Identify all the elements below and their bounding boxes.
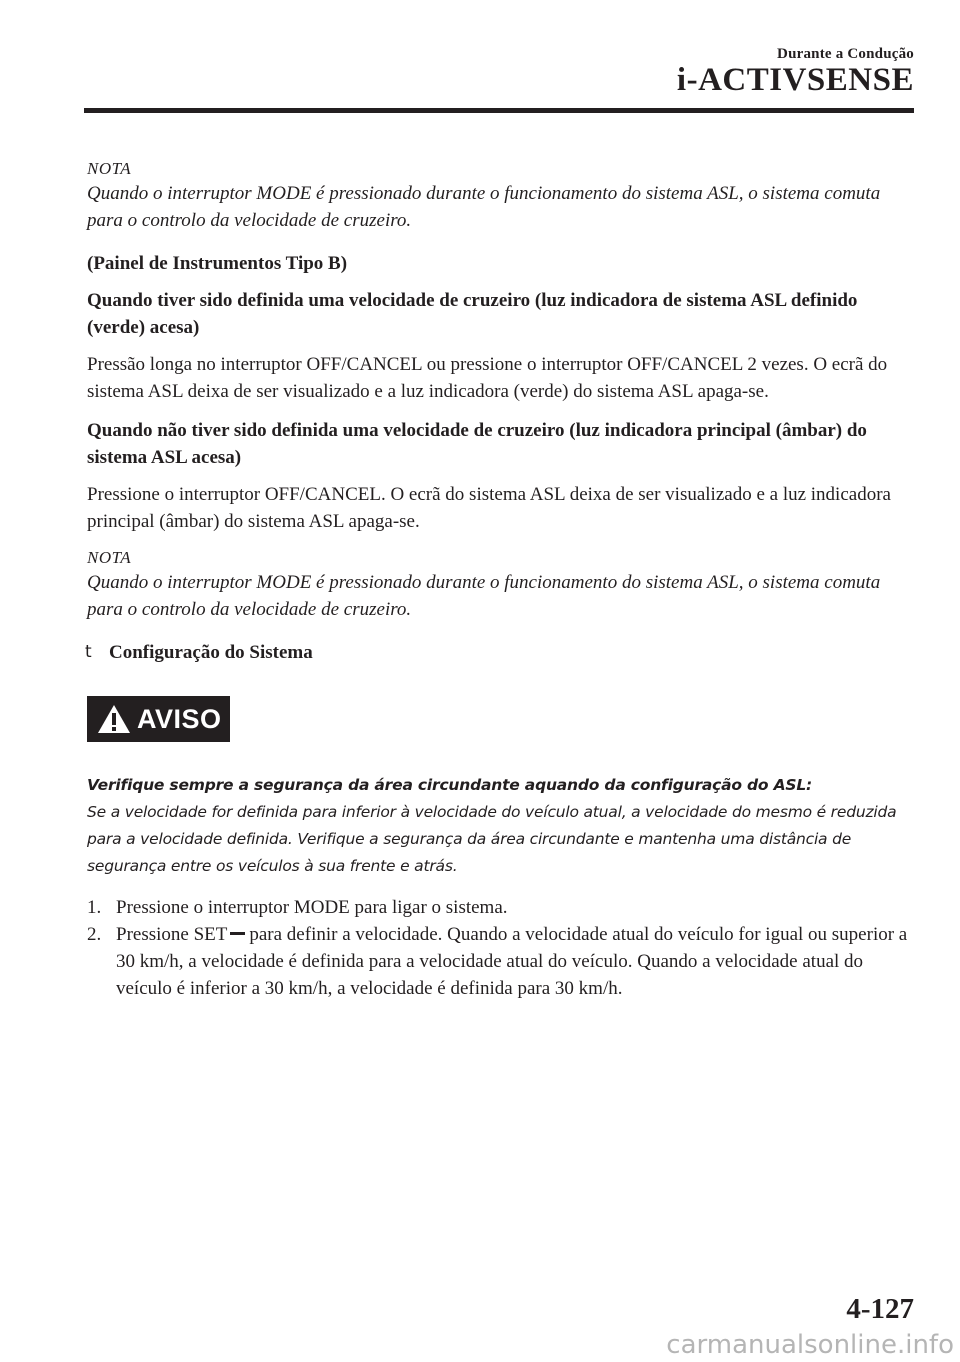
panel-type-heading: (Painel de Instrumentos Tipo B) (87, 253, 348, 274)
paragraph-speed-not-defined: Pressione o interruptor OFF/CANCEL. O ecrã do sistema ASL deixa de ser visualizado e a luz indicadora principal (âmbar) do sistema ASL apaga-se. (87, 484, 891, 532)
list-item (87, 894, 917, 921)
warning-label: AVISO (137, 703, 222, 734)
page-number: 4-127 (846, 1293, 914, 1325)
step-number: 1. (87, 897, 102, 918)
warning-text: Se a velocidade for definida para inferior à velocidade do veículo atual, a velocidade do mesmo é reduzida para a velocidade definida. Verifique a segurança da área circundante e mantenha uma distância de segurança entre os veículos à sua frente e atrás. (87, 803, 897, 875)
list-item (87, 921, 917, 1002)
running-header-section: Durante a Condução (777, 46, 914, 62)
section-bullet-icon: t (85, 642, 92, 662)
page-body (87, 158, 917, 1002)
note-text: Quando o interruptor MODE é pressionado durante o funcionamento do sistema ASL, o sistema comuta para o controlo da velocidade de cruzeiro. (87, 183, 881, 231)
section-title: Configuração do Sistema (109, 642, 313, 663)
subheading-speed-defined: Quando tiver sido definida uma velocidade de cruzeiro (luz indicadora de sistema ASL definido (verde) acesa) (87, 290, 858, 338)
steps-list (87, 894, 917, 1002)
step-number: 2. (87, 924, 102, 945)
step-text-after: para definir a velocidade. Quando a velocidade atual do veículo for igual ou superior a 30 km/h, a velocidade é definida para a velocidade atual do veículo. Quando a velocidade atual do veículo é inferior a 30 km/h, a velocidade é definida para 30 km/h. (116, 924, 908, 999)
watermark: carmanualsonline.info (666, 1330, 954, 1360)
section-heading (87, 639, 917, 666)
running-header-title: i-ACTIVSENSE (676, 62, 914, 98)
note-label: NOTA (87, 159, 132, 178)
warning-triangle-icon (97, 704, 131, 734)
step-text: Pressione o interruptor MODE para ligar o sistema. (116, 897, 508, 918)
minus-dash-icon (230, 932, 245, 935)
note-label-2: NOTA (87, 548, 132, 567)
subheading-speed-not-defined: Quando não tiver sido definida uma velocidade de cruzeiro (luz indicadora principal (âmbar) do sistema ASL acesa) (87, 420, 867, 468)
step-text-before: Pressione SET (116, 924, 228, 945)
warning-heading: Verifique sempre a segurança da área circundante aquando da configuração do ASL: (87, 776, 813, 794)
warning-badge (87, 696, 230, 742)
note-text-2: Quando o interruptor MODE é pressionado durante o funcionamento do sistema ASL, o sistema comuta para o controlo da velocidade de cruzeiro. (87, 572, 881, 620)
warning-content (87, 772, 917, 880)
paragraph-speed-defined: Pressão longa no interruptor OFF/CANCEL ou pressione o interruptor OFF/CANCEL 2 vezes. O ecrã do sistema ASL deixa de ser visualizado e a luz indicadora (verde) do sistema ASL apaga-se. (87, 354, 888, 402)
header-divider (84, 108, 914, 113)
